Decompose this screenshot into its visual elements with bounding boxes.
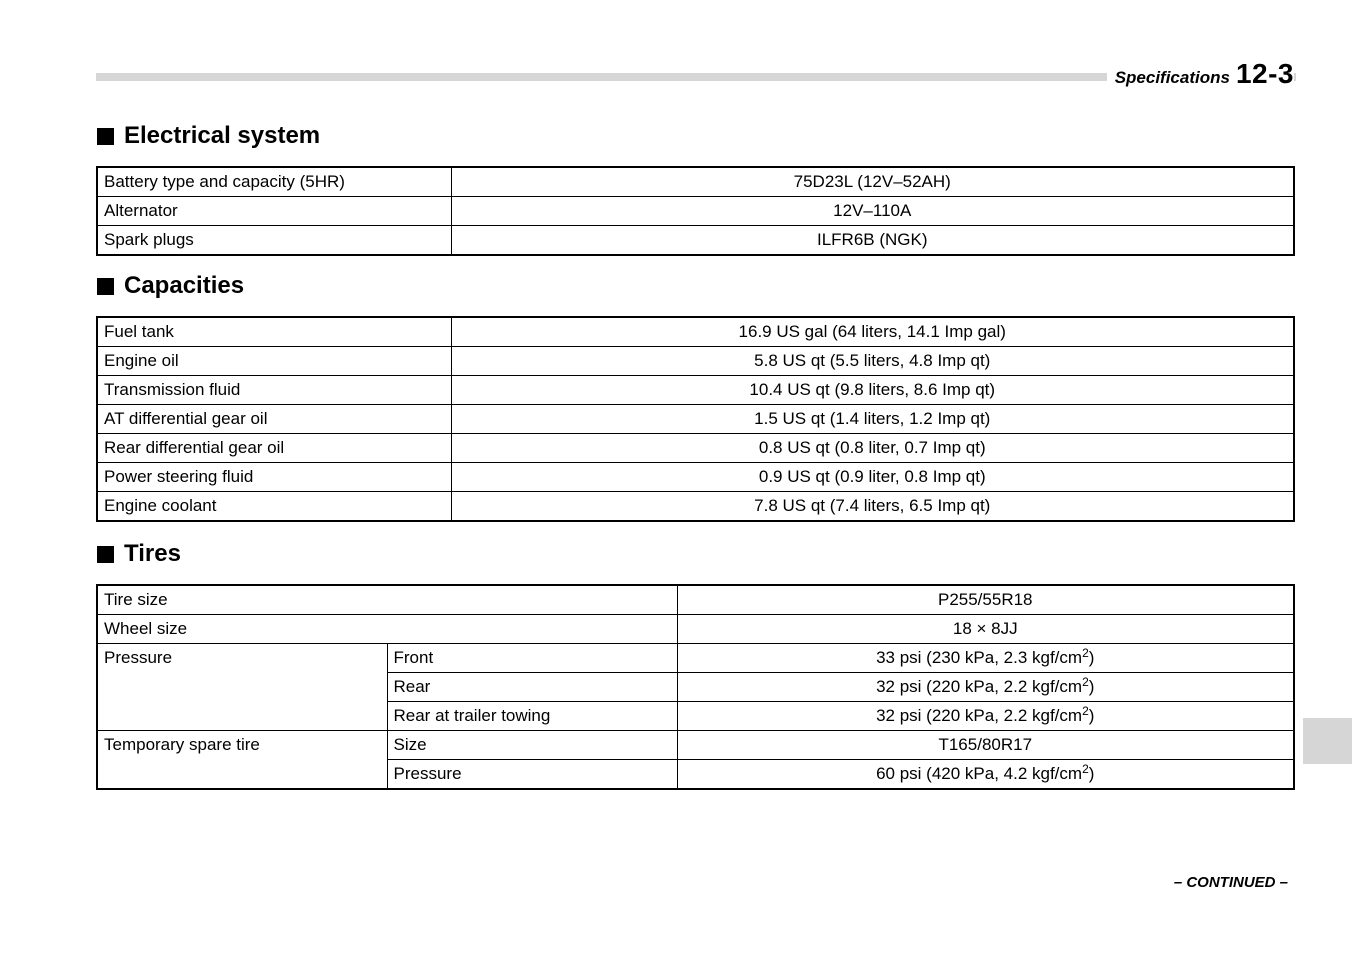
table-row [97, 317, 1294, 347]
square-bullet-icon [97, 128, 114, 145]
value-text: 33 psi (230 kPa, 2.3 kgf/cm [876, 648, 1083, 667]
tires-table [96, 584, 1295, 790]
electrical-table [96, 166, 1295, 256]
row-label: Fuel tank [97, 317, 451, 347]
superscript: 2 [1082, 646, 1089, 660]
square-bullet-icon [97, 546, 114, 563]
row-label: Alternator [97, 197, 451, 226]
electrical-title: Electrical system [124, 122, 321, 149]
section-label: Specifications [1114, 68, 1230, 87]
row-value: 0.8 US qt (0.8 liter, 0.7 Imp qt) [451, 434, 1294, 463]
chapter-tab [1303, 718, 1352, 764]
row-label: Tire size [97, 585, 677, 615]
tires-heading [97, 540, 181, 568]
row-sublabel: Size [387, 731, 677, 760]
value-close: ) [1088, 764, 1095, 783]
row-value: 16.9 US gal (64 liters, 14.1 Imp gal) [451, 317, 1294, 347]
row-sublabel: Front [387, 644, 677, 673]
row-value: T165/80R17 [677, 731, 1294, 760]
electrical-heading [97, 122, 320, 150]
table-row [97, 434, 1294, 463]
row-value [677, 760, 1294, 790]
table-row [97, 347, 1294, 376]
table-row [97, 731, 1294, 760]
value-text: 32 psi (220 kPa, 2.2 kgf/cm [876, 677, 1083, 696]
row-sublabel: Rear [387, 673, 677, 702]
page-header [1107, 58, 1294, 90]
row-sublabel: Rear at trailer towing [387, 702, 677, 731]
row-value [677, 673, 1294, 702]
row-label: Rear differential gear oil [97, 434, 451, 463]
row-value: 0.9 US qt (0.9 liter, 0.8 Imp qt) [451, 463, 1294, 492]
table-row [97, 197, 1294, 226]
table-row [97, 615, 1294, 644]
superscript: 2 [1082, 762, 1089, 776]
row-label: Spark plugs [97, 226, 451, 256]
table-row [97, 376, 1294, 405]
superscript: 2 [1082, 704, 1089, 718]
table-row [97, 492, 1294, 522]
superscript: 2 [1082, 675, 1089, 689]
row-value [677, 702, 1294, 731]
table-row [97, 226, 1294, 256]
value-close: ) [1088, 677, 1095, 696]
row-group-label: Pressure [97, 644, 387, 731]
row-label: Transmission fluid [97, 376, 451, 405]
row-label: AT differential gear oil [97, 405, 451, 434]
row-value: P255/55R18 [677, 585, 1294, 615]
row-label: Engine oil [97, 347, 451, 376]
row-value: 7.8 US qt (7.4 liters, 6.5 Imp qt) [451, 492, 1294, 522]
row-label: Battery type and capacity (5HR) [97, 167, 451, 197]
row-sublabel: Pressure [387, 760, 677, 790]
value-text: 32 psi (220 kPa, 2.2 kgf/cm [876, 706, 1083, 725]
row-label: Power steering fluid [97, 463, 451, 492]
tires-title: Tires [124, 540, 181, 567]
square-bullet-icon [97, 278, 114, 295]
table-row [97, 167, 1294, 197]
table-row [97, 585, 1294, 615]
table-row [97, 644, 1294, 673]
row-value: 12V–110A [451, 197, 1294, 226]
continued-label: – CONTINUED – [1173, 874, 1288, 891]
row-value: 1.5 US qt (1.4 liters, 1.2 Imp qt) [451, 405, 1294, 434]
table-row [97, 463, 1294, 492]
value-close: ) [1088, 706, 1095, 725]
row-value: ILFR6B (NGK) [451, 226, 1294, 256]
capacities-table [96, 316, 1295, 522]
row-value [677, 644, 1294, 673]
row-group-label: Temporary spare tire [97, 731, 387, 790]
page-number: 12-3 [1235, 58, 1294, 89]
table-row [97, 405, 1294, 434]
capacities-heading [97, 272, 244, 300]
row-label: Wheel size [97, 615, 677, 644]
row-value: 75D23L (12V–52AH) [451, 167, 1294, 197]
row-value: 5.8 US qt (5.5 liters, 4.8 Imp qt) [451, 347, 1294, 376]
row-label: Engine coolant [97, 492, 451, 522]
value-close: ) [1088, 648, 1095, 667]
row-value: 18 × 8JJ [677, 615, 1294, 644]
value-text: 60 psi (420 kPa, 4.2 kgf/cm [876, 764, 1083, 783]
row-value: 10.4 US qt (9.8 liters, 8.6 Imp qt) [451, 376, 1294, 405]
capacities-title: Capacities [124, 272, 245, 299]
